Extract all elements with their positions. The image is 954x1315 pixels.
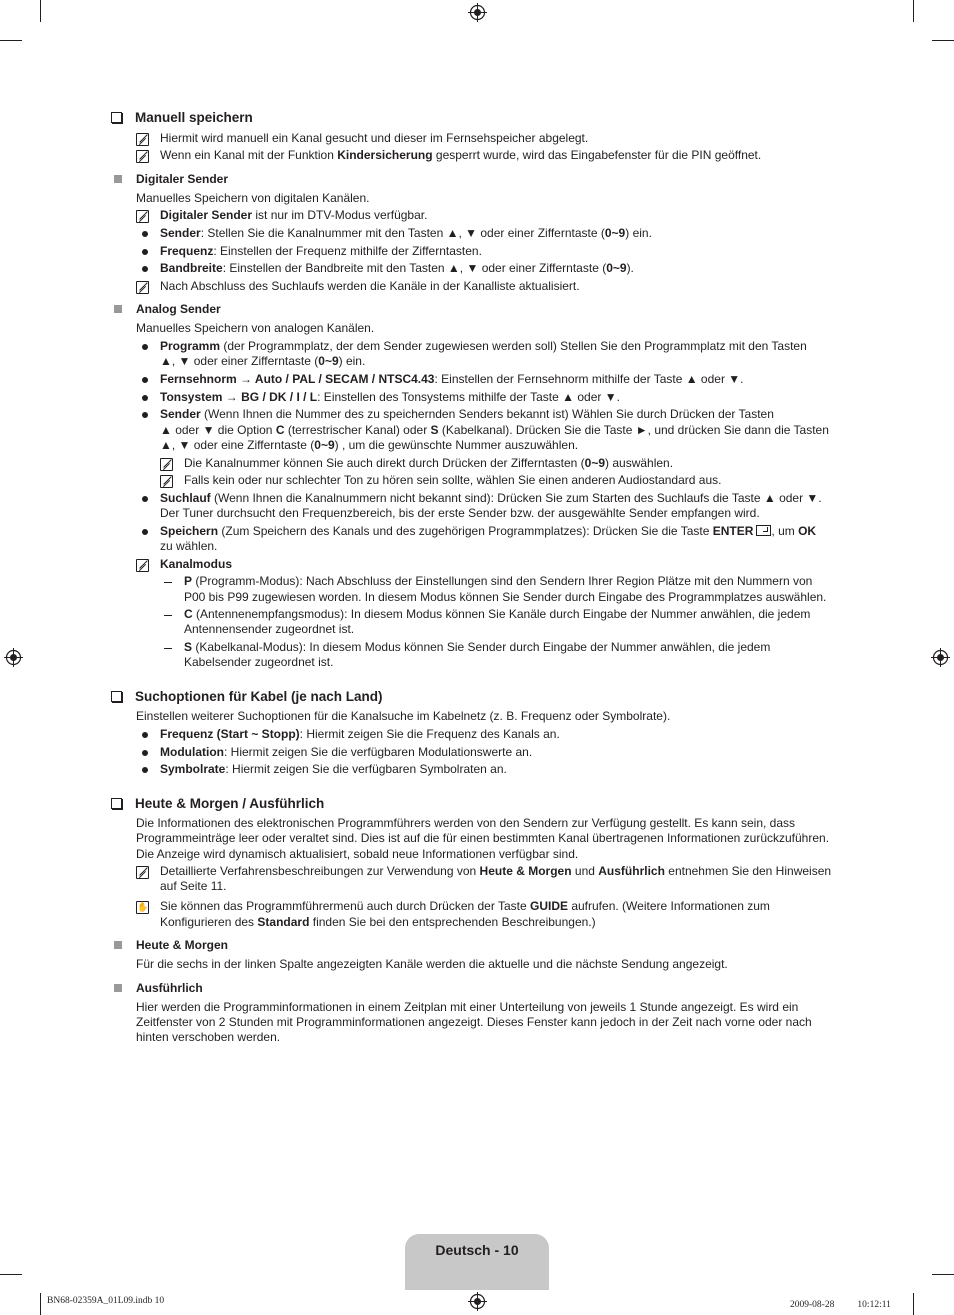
crop-mark [40,1293,41,1315]
enter-key-icon [756,525,771,536]
list-item: Tonsystem → BG / DK / I / L: Einstellen des Tonsystems mithilfe der Taste ▲ oder ▼. [160,390,620,404]
crop-mark [932,1274,954,1275]
list-item-continuation: ▲ oder ▼ die Option C (terrestrischer Kanal) oder S (Kabelkanal). Drücken Sie die Taste ►, und drücken Sie dann die Tasten [160,423,829,437]
subsection-heading: Digitaler Sender [114,172,228,187]
bullet-icon [142,496,148,502]
section-heading: Heute & Morgen / Ausführlich [111,795,324,812]
list-item: Bandbreite: Einstellen der Bandbreite mit den Tasten ▲, ▼ oder einer Zifferntaste (0~9). [160,261,634,275]
list-item-continuation: ▲, ▼ oder eine Zifferntaste (0~9) , um die gewünschte Nummer auszuwählen. [160,438,579,452]
bullet-icon [142,344,148,350]
paragraph: Für die sechs in der linken Spalte angezeigten Kanäle werden die aktuelle und die nächste Sendung angezeigt. [136,957,728,971]
bullet-icon [142,529,148,535]
note-text: Digitaler Sender ist nur im DTV-Modus verfügbar. [160,208,428,222]
registration-mark-icon [468,1292,487,1311]
list-item-continuation: Antennensender zugeordnet ist. [184,622,355,636]
registration-mark-icon [931,648,950,667]
checkbox-icon [111,112,122,123]
subsection-heading: Heute & Morgen [114,938,228,953]
bullet-icon [142,767,148,773]
section-heading: Suchoptionen für Kabel (je nach Land) [111,688,383,705]
note-text-continuation: auf Seite 11. [160,879,227,893]
crop-mark [932,40,954,41]
bullet-icon [142,412,148,418]
note-text: Nach Abschluss des Suchlaufs werden die Kanäle in der Kanalliste aktualisiert. [160,279,580,293]
paragraph: Manuelles Speichern von digitalen Kanälen. [136,191,370,205]
bullet-icon [142,395,148,401]
crop-mark [913,0,914,22]
list-item: C (Antennenempfangsmodus): In diesem Modus können Sie Kanäle durch Eingabe der Nummer anwählen, die jedem [184,607,811,621]
note-text: Detaillierte Verfahrensbeschreibungen zur Verwendung von Heute & Morgen und Ausführlich entnehmen Sie den Hinweisen [160,864,832,878]
note-icon [136,133,149,146]
bullet-icon [142,377,148,383]
checkbox-icon [111,691,122,702]
note-icon [136,210,149,223]
square-bullet-icon [114,175,122,183]
crop-mark [913,1293,914,1315]
list-item: Modulation: Hiermit zeigen Sie die verfügbaren Modulationswerte an. [160,745,533,759]
list-item-continuation: Der Tuner durchsucht den Frequenzbereich, bis der erste Sender bzw. der ausgewählte Sender empfangen wird. [160,506,760,520]
checkbox-icon [111,798,122,809]
note-heading: Kanalmodus [160,557,233,571]
paragraph-line: Programmeinträge leer oder veraltet sind. Dies ist auf die für einen bestimmten Kanal übertragenen Informationen zurückzuführen. [136,831,830,845]
subsection-heading: Analog Sender [114,302,221,317]
list-item: Sender (Wenn Ihnen die Nummer des zu speichernden Senders bekannt ist) Wählen Sie durch Drücken der Tasten [160,407,774,421]
subsection-heading: Ausführlich [114,981,203,996]
list-item: Symbolrate: Hiermit zeigen Sie die verfügbaren Symbolraten an. [160,762,507,776]
list-item: Suchlauf (Wenn Ihnen die Kanalnummern nicht bekannt sind): Drücken Sie zum Starten des Suchlaufs die Taste ▲ oder ▼. [160,491,822,505]
bullet-icon [142,750,148,756]
list-item: Fernsehnorm → Auto / PAL / SECAM / NTSC4.43: Einstellen der Fernsehnorm mithilfe der Taste ▲ oder ▼. [160,372,744,386]
registration-mark-icon [4,648,23,667]
square-bullet-icon [114,941,122,949]
note-icon [136,866,149,879]
dash-bullet [164,582,172,583]
section-heading: Manuell speichern [111,109,253,126]
hand-note-icon: ✋ [137,902,149,912]
paragraph-line: Hier werden die Programminformationen in einem Zeitplan mit einer Unterteilung von jeweils 1 Stunde angezeigt. Es wird ein [136,1000,799,1014]
list-item: S (Kabelkanal-Modus): In diesem Modus können Sie Sender durch Eingabe der Nummer anwählen, die jedem [184,640,771,654]
footer-file: BN68-02359A_01L09.indb 10 [47,1296,165,1306]
crop-mark [0,1274,22,1275]
list-item: Frequenz (Start ~ Stopp): Hiermit zeigen Sie die Frequenz des Kanals an. [160,727,560,741]
list-item: Programm (der Programmplatz, der dem Sender zugewiesen werden soll) Stellen Sie den Programmplatz mit den Tasten [160,339,807,353]
crop-mark [0,40,22,41]
note-text: Falls kein oder nur schlechter Ton zu hören sein sollte, wählen Sie einen anderen Audiostandard aus. [184,473,722,487]
note-icon [136,281,149,294]
dash-bullet [164,648,172,649]
bullet-icon [142,266,148,272]
bullet-icon [142,732,148,738]
note-icon [160,475,173,488]
list-item-continuation: ▲, ▼ oder einer Zifferntaste (0~9) ein. [160,354,366,368]
page-number: Deutsch - 10 [435,1242,519,1258]
list-item-continuation: zu wählen. [160,539,218,553]
list-item-continuation: Kabelsender zugeordnet ist. [184,655,334,669]
note-text: Wenn ein Kanal mit der Funktion Kindersicherung gesperrt wurde, wird das Eingabefenster für die PIN geöffnet. [160,148,762,162]
note-text: Hiermit wird manuell ein Kanal gesucht und dieser im Fernsehspeicher abgelegt. [160,131,589,145]
note-icon [136,150,149,163]
list-item: Speichern (Zum Speichern des Kanals und des zugehörigen Programmplatzes): Drücken Sie die Taste ENTER , um OK [160,524,817,538]
note-icon [160,458,173,471]
list-item: Frequenz: Einstellen der Frequenz mithilfe der Zifferntasten. [160,244,482,258]
square-bullet-icon [114,984,122,992]
note-text-continuation: Konfigurieren des Standard finden Sie bei den entsprechenden Beschreibungen.) [160,915,596,929]
dash-bullet [164,615,172,616]
list-item: P (Programm-Modus): Nach Abschluss der Einstellungen sind den Sendern Ihrer Region Plätze mit den Nummern von [184,574,813,588]
footer-date: 2009-08-28 ﾠﾠ 10:12:11 [790,1300,891,1310]
registration-mark-icon [468,3,487,22]
crop-mark [40,0,41,22]
paragraph: Manuelles Speichern von analogen Kanälen. [136,321,375,335]
paragraph: Einstellen weiterer Suchoptionen für die Kanalsuche im Kabelnetz (z. B. Frequenz oder Symbolrate). [136,709,671,723]
paragraph-line: Die Informationen des elektronischen Programmführers werden von den Sendern zur Verfügung gestellt. Es kann sein, dass [136,816,796,830]
bullet-icon [142,231,148,237]
paragraph-line: Die Anzeige wird dynamisch aktualisiert, sobald neue Informationen verfügbar sind. [136,847,579,861]
bullet-icon [142,249,148,255]
list-item-continuation: P00 bis P99 zugewiesen worden. In diesem Modus können Sie Sender durch Eingabe des Programmplatzes auswählen. [184,590,827,604]
note-icon [136,559,149,572]
note-text: Die Kanalnummer können Sie auch direkt durch Drücken der Zifferntasten (0~9) auswählen. [184,456,674,470]
paragraph-line: hinten verschoben werden. [136,1030,281,1044]
square-bullet-icon [114,305,122,313]
note-text: Sie können das Programmführermenü auch durch Drücken der Taste GUIDE aufrufen. (Weitere Informationen zum [160,899,770,913]
list-item: Sender: Stellen Sie die Kanalnummer mit den Tasten ▲, ▼ oder einer Zifferntaste (0~9) ein. [160,226,652,240]
paragraph-line: Zeitfenster von 2 Stunden mit Programminformationen angezeigt. Dieses Fenster kann jedoch in der Zeit nach vorne oder nach [136,1015,812,1029]
